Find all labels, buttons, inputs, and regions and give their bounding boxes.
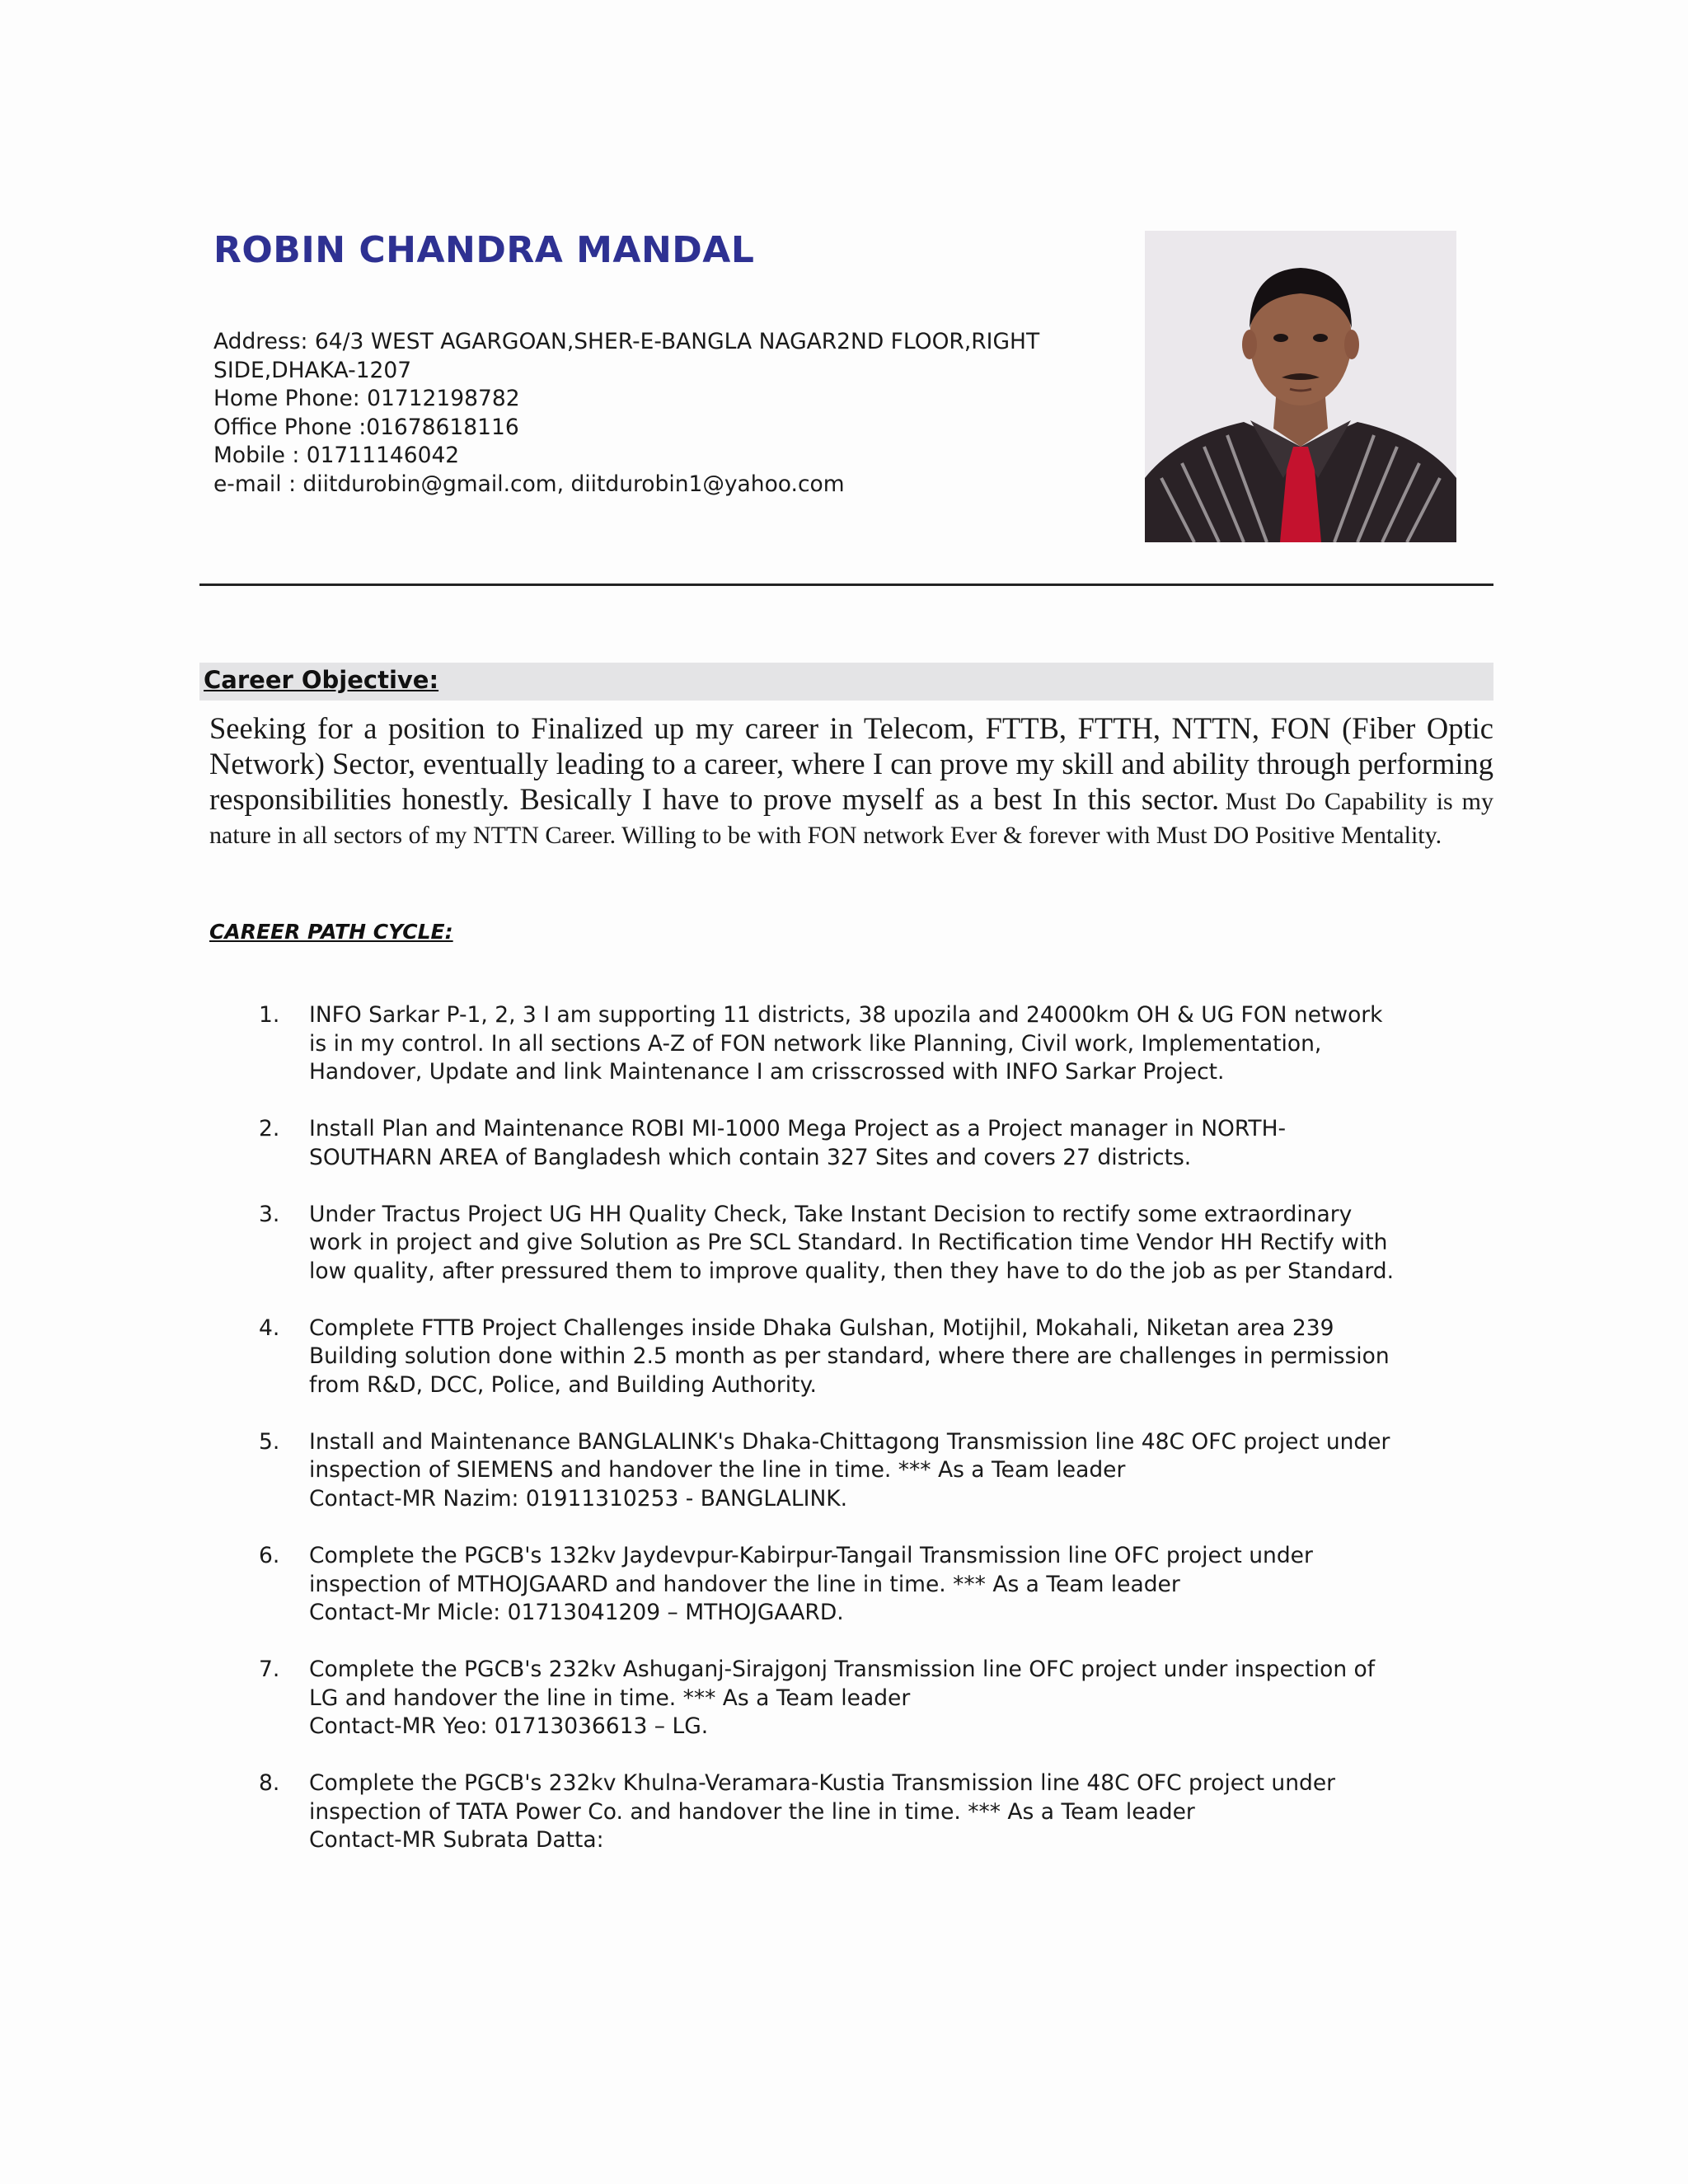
- list-item-line: inspection of SIEMENS and handover the line in time. *** As a Team leader: [309, 1457, 1126, 1483]
- list-item: [247, 1115, 1500, 1172]
- list-item-number: 5.: [259, 1428, 280, 1455]
- list-item-line: Contact-MR Yeo: 01713036613 – LG.: [309, 1713, 709, 1740]
- list-item-number: 6.: [259, 1542, 280, 1568]
- mobile-line: Mobile : 01711146042: [213, 443, 460, 468]
- list-item-line: Handover, Update and link Maintenance I am crisscrossed with INFO Sarkar Project.: [309, 1059, 1225, 1085]
- objective-main-text: Seeking for a position to Finalized up my career in Telecom, FTTB, FTTH, NTTN, FON (Fiber Optic Network) Sector, eventually leading to a career, where I can prove my skill and ability through performing responsibilities honestly. Besically I have to prove myself as a best In this sector.: [209, 711, 1493, 816]
- list-item-line: Contact-MR Subrata Datta:: [309, 1827, 604, 1854]
- list-item-line: is in my control. In all sections A-Z of FON network like Planning, Civil work, Implementation,: [309, 1030, 1322, 1057]
- header-divider: [199, 583, 1493, 586]
- list-item-line: Complete the PGCB's 132kv Jaydevpur-Kabirpur-Tangail Transmission line OFC project under: [309, 1542, 1313, 1568]
- list-item-line: from R&D, DCC, Police, and Building Authority.: [309, 1372, 817, 1399]
- list-item: [247, 1428, 1500, 1514]
- list-item: [247, 1656, 1500, 1741]
- list-item-line: SOUTHARN AREA of Bangladesh which contain 327 Sites and covers 27 districts.: [309, 1144, 1192, 1170]
- career-path-list: [247, 1001, 1500, 1883]
- contact-block: [213, 328, 1137, 499]
- list-item-number: 7.: [259, 1656, 280, 1682]
- list-item: [247, 1201, 1500, 1286]
- profile-photo: [1145, 231, 1456, 542]
- address-line: Address: 64/3 WEST AGARGOAN,SHER-E-BANGLA NAGAR2ND FLOOR,RIGHT SIDE,DHAKA-1207: [213, 329, 1040, 383]
- list-item-line: Complete the PGCB's 232kv Ashuganj-Sirajgonj Transmission line OFC project under inspection of: [309, 1656, 1376, 1682]
- career-objective-heading: Career Objective:: [204, 666, 439, 694]
- home-phone-line: Home Phone: 01712198782: [213, 386, 520, 411]
- list-item-number: 2.: [259, 1116, 280, 1142]
- list-item-line: inspection of MTHOJGAARD and handover the line in time. *** As a Team leader: [309, 1571, 1180, 1597]
- objective-secondary-text: Must Do Capability is my nature in all sectors of my NTTN Career. Willing to be with FON network Ever & forever with Must DO Positive Mentality.: [209, 788, 1493, 849]
- list-item-number: 8.: [259, 1770, 280, 1797]
- list-item-line: Install Plan and Maintenance ROBI MI-1000 Mega Project as a Project manager in NORTH-: [309, 1116, 1287, 1142]
- list-item-line: LG and handover the line in time. *** As a Team leader: [309, 1685, 911, 1711]
- list-item-line: Building solution done within 2.5 month as per standard, where there are challenges in permission: [309, 1343, 1390, 1370]
- list-item: [247, 1542, 1500, 1628]
- list-item-line: Install and Maintenance BANGLALINK's Dhaka-Chittagong Transmission line 48C OFC project under: [309, 1428, 1390, 1455]
- list-item-line: Complete FTTB Project Challenges inside Dhaka Gulshan, Motijhil, Mokahali, Niketan area 239: [309, 1315, 1334, 1341]
- candidate-name: ROBIN CHANDRA MANDAL: [213, 229, 755, 271]
- list-item-line: Complete the PGCB's 232kv Khulna-Veramara-Kustia Transmission line 48C OFC project under: [309, 1770, 1336, 1797]
- office-phone-line: Office Phone :01678618116: [213, 414, 519, 440]
- list-item-line: low quality, after pressured them to improve quality, then they have to do the job as per Standard.: [309, 1258, 1395, 1284]
- list-item-line: work in project and give Solution as Pre SCL Standard. In Rectification time Vendor HH Rectify with: [309, 1230, 1388, 1256]
- list-item-line: Under Tractus Project UG HH Quality Check, Take Instant Decision to rectify some extraordinary: [309, 1201, 1353, 1227]
- email-line: e-mail : diitdurobin@gmail.com, diitdurobin1@yahoo.com: [213, 471, 845, 497]
- list-item-line: INFO Sarkar P-1, 2, 3 I am supporting 11 districts, 38 upozila and 24000km OH & UG FON network: [309, 1002, 1383, 1028]
- career-objective-text: [209, 710, 1493, 852]
- list-item: [247, 1769, 1500, 1855]
- list-item-line: Contact-Mr Micle: 01713041209 – MTHOJGAARD.: [309, 1600, 844, 1626]
- list-item: [247, 1315, 1500, 1400]
- list-item-line: inspection of TATA Power Co. and handover the line in time. *** As a Team leader: [309, 1798, 1195, 1825]
- list-item-line: Contact-MR Nazim: 01911310253 - BANGLALINK.: [309, 1486, 848, 1512]
- list-item: [247, 1001, 1500, 1087]
- list-item-number: 3.: [259, 1201, 280, 1227]
- career-path-heading: CAREER PATH CYCLE:: [209, 920, 453, 944]
- list-item-number: 1.: [259, 1002, 280, 1028]
- list-item-number: 4.: [259, 1315, 280, 1341]
